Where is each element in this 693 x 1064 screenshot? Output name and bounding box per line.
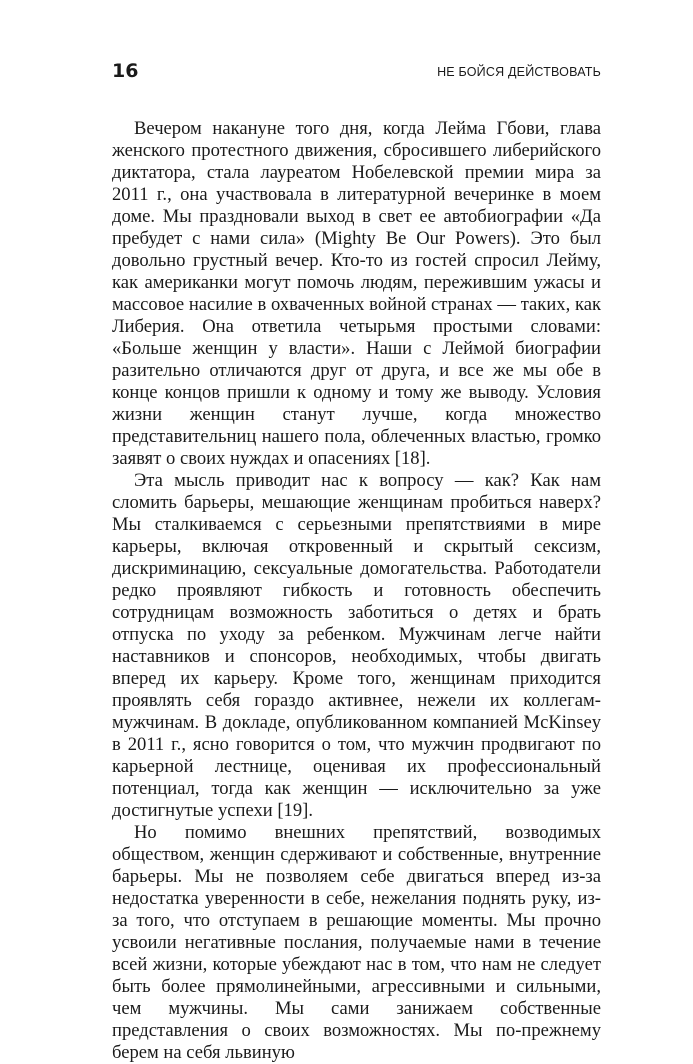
paragraph: Но помимо внешних препятствий, возводимых обществом, женщин сдерживают и собственные, внутренние барьеры. Мы не позволяем себе двигаться вперед из-за недостатка уверенности в себе, нежелания поднять руку, из-за того, что отступаем в решающие моменты. Мы прочно усвоили негативные послания, получаемые нами в течение всей жизни, которые убеждают нас в том, что нам не следует быть более прямолинейными, агрессивными и сильными, чем мужчины. Мы сами занижаем собственные представления о своих возможностях. Мы по-прежнему берем на себя львиную xyxy=(112,822,601,1063)
body-text xyxy=(112,118,601,1064)
paragraph: Эта мысль приводит нас к вопросу — как? Как нам сломить барьеры, мешающие женщинам пробиться наверх? Мы сталкиваемся с серьезными препятствиями в мире карьеры, включая откровенный и скрытый сексизм, дискриминацию, сексуальные домогательства. Работодатели редко проявляют гибкость и готовность обеспечить сотрудницам возможность заботиться о детях и брать отпуска по уходу за ребенком. Мужчинам легче найти наставников и спонсоров, необходимых, чтобы двигать вперед их карьеру. Кроме того, женщинам приходится проявлять себя гораздо активнее, нежели их коллегам-мужчинам. В докладе, опубликованном компанией McKinsey в 2011 г., ясно говорится о том, что мужчин продвигают по карьерной лестнице, оценивая их профессиональный потенциал, тогда как женщин — исключительно за уже достигнутые успехи [19]. xyxy=(112,470,601,821)
paragraph: Вечером накануне того дня, когда Лейма Гбови, глава женского протестного движения, сбросившего либерийского диктатора, стала лауреатом Нобелевской премии мира за 2011 г., она участвовала в литературной вечеринке в моем доме. Мы праздновали выход в свет ее автобиографии «Да пребудет с нами сила» (Mighty Be Our Powers). Это был довольно грустный вечер. Кто-то из гостей спросил Лейму, как американки могут помочь людям, пережившим ужасы и массовое насилие в охваченных войной странах — таких, как Либерия. Она ответила четырьмя простыми словами: «Больше женщин у власти». Наши с Леймой биографии разительно отличаются друг от друга, и все же мы обе в конце концов пришли к одному и тому же выводу. Условия жизни женщин станут лучше, когда множество представительниц нашего пола, облеченных властью, громко заявят о своих нуждах и опасениях [18]. xyxy=(112,118,601,469)
page-header xyxy=(112,60,601,86)
running-head-title: НЕ БОЙСЯ ДЕЙСТВОВАТЬ xyxy=(437,65,601,79)
page-number: 16 xyxy=(112,60,139,82)
